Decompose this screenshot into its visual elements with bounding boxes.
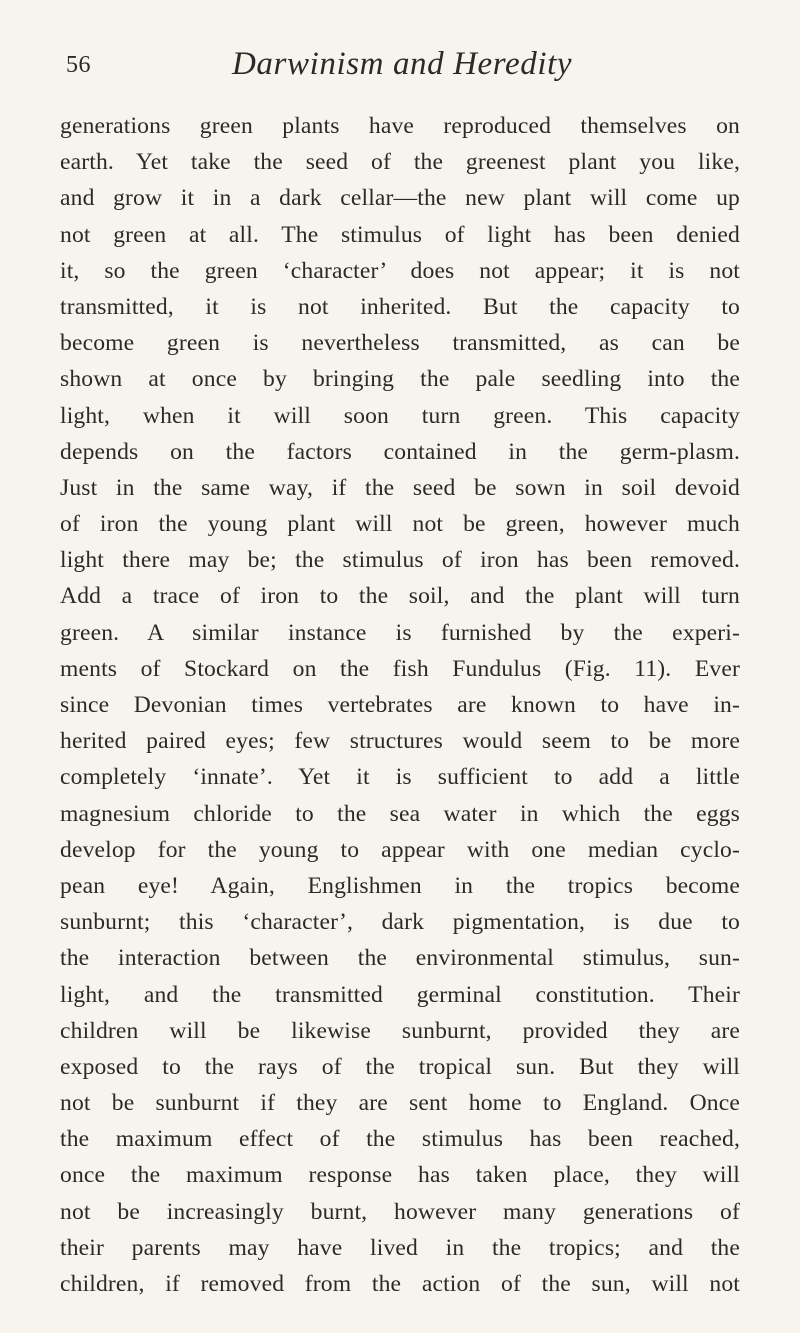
page-number: 56 (66, 52, 91, 78)
text-line: herited paired eyes; few structures would seem to be more (60, 728, 740, 755)
text-line: Add a trace of iron to the soil, and the plant will turn (60, 583, 740, 610)
text-line: ments of Stockard on the fish Fundulus (Fig. 11). Ever (60, 655, 740, 682)
text-line: of iron the young plant will not be green, however much (60, 511, 740, 538)
text-line: not be increasingly burnt, however many generations of (60, 1198, 740, 1225)
text-line: it, so the green ‘character’ does not appear; it is not (60, 257, 740, 284)
text-line: and grow it in a dark cellar—the new plant will come up (60, 185, 740, 212)
text-line: children will be likewise sunburnt, provided they are (60, 1017, 740, 1044)
text-line: become green is nevertheless transmitted, as can be (60, 330, 740, 357)
text-line: depends on the factors contained in the germ-plasm. (60, 438, 740, 465)
text-line: not be sunburnt if they are sent home to England. Once (60, 1090, 740, 1117)
text-line: not green at all. The stimulus of light has been denied (60, 221, 740, 248)
text-line: light, when it will soon turn green. This capacity (60, 402, 740, 429)
text-line: light, and the transmitted germinal constitution. Their (60, 981, 740, 1008)
text-line: their parents may have lived in the tropics; and the (60, 1234, 740, 1261)
text-line: the maximum effect of the stimulus has been reached, (60, 1126, 740, 1153)
text-line: develop for the young to appear with one median cyclo- (60, 836, 740, 863)
body-text (60, 108, 740, 1302)
text-line: the interaction between the environmental stimulus, sun- (60, 945, 740, 972)
text-line: children, if removed from the action of the sun, will not (60, 1271, 740, 1297)
text-line: light there may be; the stimulus of iron has been removed. (60, 547, 740, 574)
text-line: exposed to the rays of the tropical sun. But they will (60, 1053, 740, 1080)
text-line: shown at once by bringing the pale seedling into the (60, 366, 740, 393)
text-line: since Devonian times vertebrates are known to have in- (60, 692, 740, 718)
text-line: earth. Yet take the seed of the greenest plant you like, (60, 149, 740, 176)
text-line: pean eye! Again, Englishmen in the tropics become (60, 872, 740, 899)
running-title: Darwinism and Heredity (232, 46, 573, 82)
text-line: sunburnt; this ‘character’, dark pigmentation, is due to (60, 909, 740, 936)
text-line: magnesium chloride to the sea water in which the eggs (60, 800, 740, 827)
text-line: Just in the same way, if the seed be sown in soil devoid (60, 474, 740, 501)
running-head (66, 46, 736, 90)
text-line: transmitted, it is not inherited. But the capacity to (60, 293, 740, 320)
text-line: generations green plants have reproduced themselves on (60, 113, 740, 139)
text-line: completely ‘innate’. Yet it is sufficient to add a little (60, 764, 740, 791)
text-line: once the maximum response has taken place, they will (60, 1162, 740, 1189)
text-line: green. A similar instance is furnished by the experi- (60, 619, 740, 646)
